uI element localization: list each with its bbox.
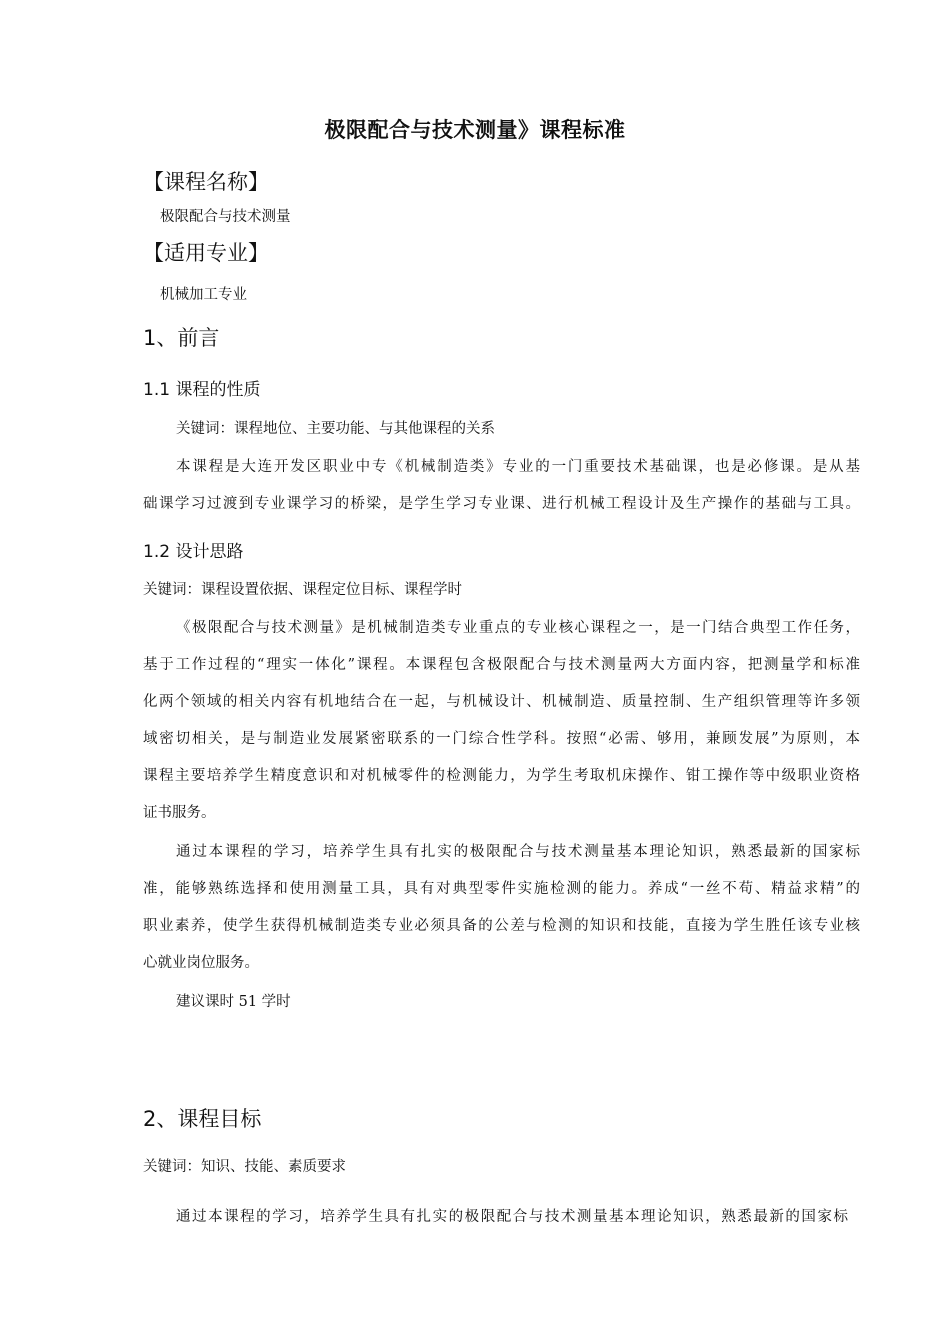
section2-keywords: 关键词：知识、技能、素质要求 [143,1159,346,1175]
paragraph-line: 本课程是大连开发区职业中专《机械制造类》专业的一门重要技术基础课，也是必修课。是从基 [176,459,860,475]
paragraph-line: 域密切相关，是与制造业发展紧密联系的一门综合性学科。按照“必需、够用，兼顾发展”为原则，本 [143,731,860,747]
paragraph-line: 通过本课程的学习，培养学生具有扎实的极限配合与技术测量基本理论知识，熟悉最新的国家标 [176,1209,848,1225]
paragraph-line: 通过本课程的学习，培养学生具有扎实的极限配合与技术测量基本理论知识，熟悉最新的国家标 [176,844,860,860]
paragraph-line: 础课学习过渡到专业课学习的桥梁，是学生学习专业课、进行机械工程设计及生产操作的基础与工具。 [143,496,860,512]
course-name-heading: 【课程名称】 [143,170,269,194]
subsection-1-2-keywords: 关键词：课程设置依据、课程定位目标、课程学时 [143,582,462,598]
major-value: 机械加工专业 [160,287,247,303]
paragraph-line: 准，能够熟练选择和使用测量工具，具有对典型零件实施检测的能力。养成“一丝不苟、精益求精”的 [143,881,860,897]
paragraph-line: 心就业岗位服务。 [143,955,259,971]
document-title: 极限配合与技术测量》课程标准 [324,118,626,142]
section2-heading: 2、课程目标 [143,1107,262,1131]
paragraph-line: 化两个领域的相关内容有机地结合在一起，与机械设计、机械制造、质量控制、生产组织管理等许多领 [143,694,860,710]
course-name-value: 极限配合与技术测量 [160,209,291,225]
subsection-1-2-heading: 1.2 设计思路 [143,542,244,562]
suggested-hours: 建议课时 51 学时 [176,994,291,1010]
paragraph-line: 《极限配合与技术测量》是机械制造类专业重点的专业核心课程之一，是一门结合典型工作任务， [176,620,860,636]
paragraph-line: 基于工作过程的“理实一体化”课程。本课程包含极限配合与技术测量两大方面内容，把测量学和标准 [143,657,860,673]
paragraph-line: 证书服务。 [143,805,216,821]
section1-heading: 1、前言 [143,326,220,350]
major-heading: 【适用专业】 [143,241,269,265]
paragraph-line: 职业素养，使学生获得机械制造类专业必须具备的公差与检测的知识和技能，直接为学生胜任该专业核 [143,918,860,934]
paragraph-line: 课程主要培养学生精度意识和对机械零件的检测能力，为学生考取机床操作、钳工操作等中级职业资格 [143,768,860,784]
subsection-1-1-heading: 1.1 课程的性质 [143,380,261,400]
subsection-1-1-keywords: 关键词：课程地位、主要功能、与其他课程的关系 [176,421,495,437]
